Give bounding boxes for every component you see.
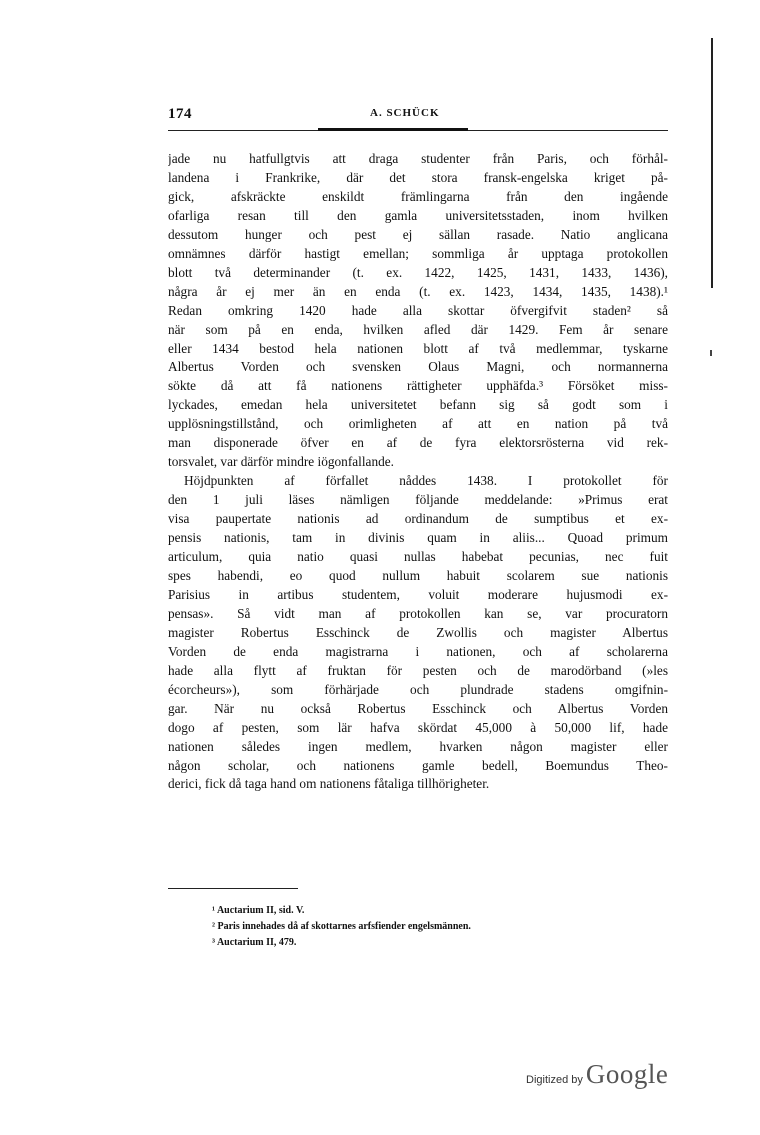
text-line: pensas». Så vidt man af protokollen kan se, var procuratorn xyxy=(168,605,668,621)
text-line: man disponerade öfver en af de fyra elektorsrösterna vid rek- xyxy=(168,435,668,451)
text-line: visa paupertate nationis ad ordinandum de sumptibus et ex- xyxy=(168,511,668,527)
text-line: gar. När nu också Robertus Esschinck och Albertus Vorden xyxy=(168,700,668,716)
scan-mark xyxy=(710,350,712,356)
text-line: spes habendi, eo quod nullum habuit scolarem sue nationis xyxy=(168,567,668,583)
footnote: ¹ Auctarium II, sid. V. xyxy=(212,905,305,916)
text-line: några år ej mer än en enda (t. ex. 1423, 1434, 1435, 1438).¹ xyxy=(168,283,668,299)
text-line: derici, fick då taga hand om nationens fåtaliga tillhörigheter. xyxy=(168,776,490,792)
text-line: nationen således ingen medlem, hvarken någon magister eller xyxy=(168,738,668,754)
text-line: blott två determinander (t. ex. 1422, 1425, 1431, 1433, 1436), xyxy=(168,264,668,280)
digitized-by-google-watermark xyxy=(526,1056,668,1090)
footnotes xyxy=(212,903,632,951)
text-line: articulum, quia natio quasi nullas habebat pecunias, nec fuit xyxy=(168,549,668,565)
text-line: gick, afskräckte enskildt främlingarna från den ingående xyxy=(168,188,668,204)
scan-edge-line xyxy=(711,38,713,288)
watermark-prefix: Digitized by xyxy=(526,1074,583,1086)
header-rule-accent xyxy=(318,128,468,131)
footnote: ³ Auctarium II, 479. xyxy=(212,937,297,948)
running-head: A. SCHÜCK xyxy=(370,107,440,119)
text-line: upplösningstillstånd, och orimligheten af att en nation på två xyxy=(168,416,668,432)
text-line: Redan omkring 1420 hade alla skottar öfvergifvit staden² så xyxy=(168,302,668,318)
text-line: pensis nationis, tam in divinis quam in aliis... Quoad primum xyxy=(168,530,668,546)
text-line: hade alla flytt af fruktan för pesten och de marodörband (»les xyxy=(168,662,668,678)
text-line: Parisius in artibus studentem, voluit moderare hujusmodi ex- xyxy=(168,586,668,602)
text-line: magister Robertus Esschinck de Zwollis och magister Albertus xyxy=(168,624,668,640)
text-line: landena i Frankrike, där det stora fransk-engelska kriget på- xyxy=(168,169,668,185)
text-line: ofarliga resan till den gamla universitetsstaden, inom hvilken xyxy=(168,207,668,223)
text-line: Höjdpunkten af förfallet nåddes 1438. I protokollet för xyxy=(184,473,668,489)
text-line: sökte då att få nationens rättigheter upphäfda.³ Försöket miss- xyxy=(168,378,668,394)
body-text xyxy=(168,150,668,794)
text-line: när som på en enda, hvilken afled där 1429. Fem år senare xyxy=(168,321,668,337)
text-line: torsvalet, var därför mindre iögonfallande. xyxy=(168,454,394,470)
text-line: écorcheurs»), som förhärjade och plundrade stadens omgifnin- xyxy=(168,681,668,697)
text-line: omnämnes därför hastigt emellan; sommliga år upptaga protokollen xyxy=(168,245,668,261)
google-logo: Google xyxy=(585,1059,669,1089)
text-line: någon scholar, och nationens gamle bedell, Boemundus Theo- xyxy=(168,757,668,773)
footnote: ² Paris innehades då af skottarnes arfsfiender engelsmännen. xyxy=(212,921,471,932)
text-line: eller 1434 bestod hela nationen blott af två medlemmar, tyskarne xyxy=(168,340,668,356)
footnote-rule xyxy=(168,888,298,889)
text-line: Vorden de enda magistrarna i nationen, och af scholarerna xyxy=(168,643,668,659)
text-line: dessutom hunger och pest ej sällan rasade. Natio anglicana xyxy=(168,226,668,242)
page-number: 174 xyxy=(168,106,192,122)
text-line: jade nu hatfullgtvis att draga studenter från Paris, och förhål- xyxy=(168,151,668,166)
text-line: den 1 juli läses nämligen följande meddelande: »Primus erat xyxy=(168,492,668,508)
text-line: dogo af pesten, som lär hafva skördat 45,000 à 50,000 lif, hade xyxy=(168,719,668,735)
text-line: lyckades, emedan hela universitetet befann sig så godt som i xyxy=(168,397,668,413)
page-header xyxy=(168,106,668,134)
text-line: Albertus Vorden och svensken Olaus Magni, och normannerna xyxy=(168,359,668,375)
